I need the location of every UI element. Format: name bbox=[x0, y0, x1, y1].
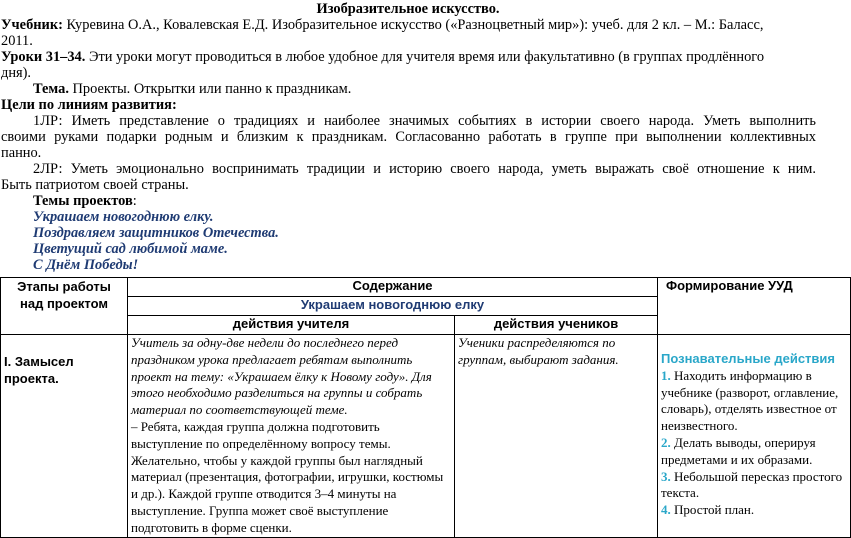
topic-line bbox=[33, 81, 351, 97]
col-uud-header: Формирование УУД bbox=[658, 278, 851, 335]
teacher-italic-text: Учитель за одну-две недели до последнего перед праздником урока предлагает ребятам выполнить проект на тему: «Украшаем ёлку к Новому году». Для этого необходимо разделиться на группы и собрать материал по соответствующей теме. bbox=[131, 335, 432, 418]
goals-label: Цели по линиям развития: bbox=[1, 97, 177, 113]
col-content-header: Содержание bbox=[128, 278, 658, 297]
col-stages-header: Этапы работы над проектом bbox=[1, 278, 128, 335]
students-actions-cell: Ученики распределяются по группам, выбирают задания. bbox=[455, 335, 658, 538]
project-table bbox=[0, 277, 851, 538]
goal1-line2: своими руками подарки родным и близким к праздникам. Согласованно работать в группе при выполнении коллективных bbox=[1, 129, 816, 145]
textbook-label: Учебник: bbox=[1, 17, 63, 33]
page-title: Изобразительное искусство. bbox=[316, 1, 500, 17]
uud-item-num: 4. bbox=[661, 502, 671, 518]
uud-cell bbox=[658, 335, 851, 538]
topic-text: Проекты. Открытки или панно к праздникам. bbox=[68, 81, 352, 97]
themes-line bbox=[33, 193, 137, 209]
teacher-actions-cell bbox=[128, 335, 455, 538]
textbook-year: 2011. bbox=[1, 33, 33, 49]
goal1-line1: 1ЛР: Иметь представление о традициях и наиболее значимых событиях в истории своего народа. Уметь выполнить bbox=[33, 113, 816, 129]
goal2-line2: Быть патриотом своей страны. bbox=[1, 177, 189, 193]
topic-label: Тема. bbox=[33, 81, 69, 97]
themes-colon: : bbox=[132, 193, 137, 209]
goal1-line3: панно. bbox=[1, 145, 42, 161]
uud-item-num: 2. bbox=[661, 434, 671, 450]
uud-item-num: 1. bbox=[661, 367, 671, 383]
textbook-text: Куревина О.А., Ковалевская Е.Д. Изобразительное искусство («Разноцветный мир»): учеб. для 2 кл. – М.: Баласс, bbox=[62, 17, 764, 33]
uud-item-text: Находить информацию в учебнике (разворот, оглавление, словарь), отделять известное от неизвестного. bbox=[661, 367, 839, 434]
col-teacher-header: действия учителя bbox=[128, 316, 455, 335]
uud-item bbox=[661, 502, 847, 519]
col-students-header: действия учеников bbox=[455, 316, 658, 335]
uud-item bbox=[661, 469, 847, 503]
uud-item-num: 3. bbox=[661, 468, 671, 484]
theme-item: С Днём Победы! bbox=[33, 257, 139, 273]
stage-cell: I. Замысел проекта. bbox=[1, 335, 128, 538]
lessons-cont: дня). bbox=[1, 65, 32, 81]
table-row bbox=[1, 335, 851, 538]
teacher-plain-text: – Ребята, каждая группа должна подготовить выступление по определённому вопросу темы. Желательно, чтобы у каждой группы был наглядный материал (презентация, фотографии, игрушки, костюмы и др.). Каждой группе отводится 3–4 минуты на выступление. Группа может своё выступление подготовить в форме сценки. bbox=[131, 418, 444, 535]
uud-item-text: Делать выводы, оперируя предметами и их образами. bbox=[661, 434, 816, 467]
lessons-text: Эти уроки могут проводиться в любое удобное для учителя время или факультативно (в группах продлённого bbox=[85, 49, 765, 65]
textbook-line bbox=[1, 17, 763, 33]
uud-item bbox=[661, 368, 847, 435]
theme-item: Цветущий сад любимой маме. bbox=[33, 241, 228, 257]
lessons-line bbox=[1, 49, 764, 65]
theme-item: Поздравляем защитников Отечества. bbox=[33, 225, 279, 241]
themes-label: Темы проектов bbox=[33, 193, 133, 209]
uud-item bbox=[661, 435, 847, 469]
theme-item: Украшаем новогоднюю елку. bbox=[33, 209, 214, 225]
table-header-row bbox=[1, 278, 851, 297]
lessons-label: Уроки 31–34. bbox=[1, 49, 86, 65]
uud-heading: Познавательные действия bbox=[661, 351, 835, 366]
uud-item-text: Небольшой пересказ простого текста. bbox=[661, 468, 843, 501]
theme-subheader: Украшаем новогоднюю елку bbox=[128, 297, 658, 316]
uud-item-text: Простой план. bbox=[670, 502, 755, 518]
goal2-line1: 2ЛР: Уметь эмоционально воспринимать традиции и историю своего народа, уметь выражать своё отношение к ним. bbox=[33, 161, 816, 177]
